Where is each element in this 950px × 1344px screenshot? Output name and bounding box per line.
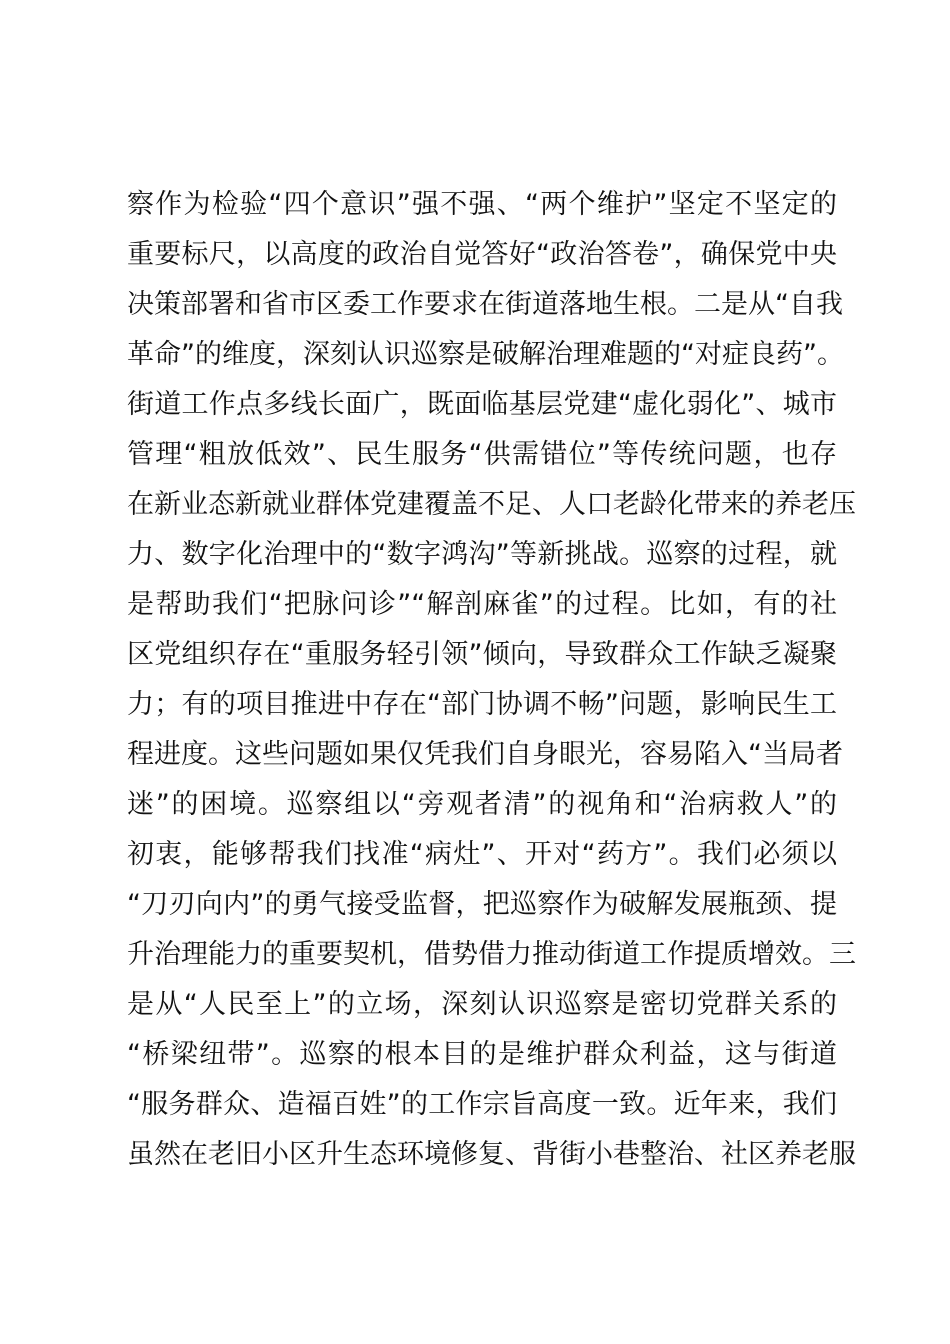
text-line: 迷”的困境。巡察组以“旁观者清”的视角和“治病救人”的 xyxy=(127,789,837,820)
text-line: 初衷，能够帮我们找准“病灶”、开对“药方”。我们必须以 xyxy=(127,839,837,870)
text-line: 力、数字化治理中的“数字鸿沟”等新挑战。巡察的过程，就 xyxy=(127,539,837,570)
text-line: 是从“人民至上”的立场，深刻认识巡察是密切党群关系的 xyxy=(127,989,837,1020)
text-line: “服务群众、造福百姓”的工作宗旨高度一致。近年来，我们 xyxy=(127,1089,837,1120)
text-line: 区党组织存在“重服务轻引领”倾向，导致群众工作缺乏凝聚 xyxy=(127,639,837,670)
text-line: 革命”的维度，深刻认识巡察是破解治理难题的“对症良药”。 xyxy=(127,339,844,370)
text-line: 力；有的项目推进中存在“部门协调不畅”问题，影响民生工 xyxy=(127,689,837,720)
text-line: 管理“粗放低效”、民生服务“供需错位”等传统问题，也存 xyxy=(127,439,837,470)
text-line: “刀刃向内”的勇气接受监督，把巡察作为破解发展瓶颈、提 xyxy=(127,889,837,920)
text-line: 在新业态新就业群体党建覆盖不足、人口老龄化带来的养老压 xyxy=(127,489,856,520)
text-line: 察作为检验“四个意识”强不强、“两个维护”坚定不坚定的 xyxy=(127,189,837,220)
text-line: 程进度。这些问题如果仅凭我们自身眼光，容易陷入“当局者 xyxy=(127,739,843,770)
text-line: 虽然在老旧小区升生态环境修复、背街小巷整治、社区养老服 xyxy=(127,1139,856,1170)
text-line: 街道工作点多线长面广，既面临基层党建“虚化弱化”、城市 xyxy=(127,389,837,420)
text-line: “桥梁纽带”。巡察的根本目的是维护群众利益，这与街道 xyxy=(127,1039,837,1070)
text-line: 决策部署和省市区委工作要求在街道落地生根。二是从“自我 xyxy=(127,289,843,320)
text-line: 升治理能力的重要契机，借势借力推动街道工作提质增效。三 xyxy=(127,939,856,970)
text-line: 重要标尺，以高度的政治自觉答好“政治答卷”，确保党中央 xyxy=(127,239,837,270)
body-paragraph xyxy=(127,180,856,1180)
text-line: 是帮助我们“把脉问诊”“解剖麻雀”的过程。比如，有的社 xyxy=(127,589,837,620)
